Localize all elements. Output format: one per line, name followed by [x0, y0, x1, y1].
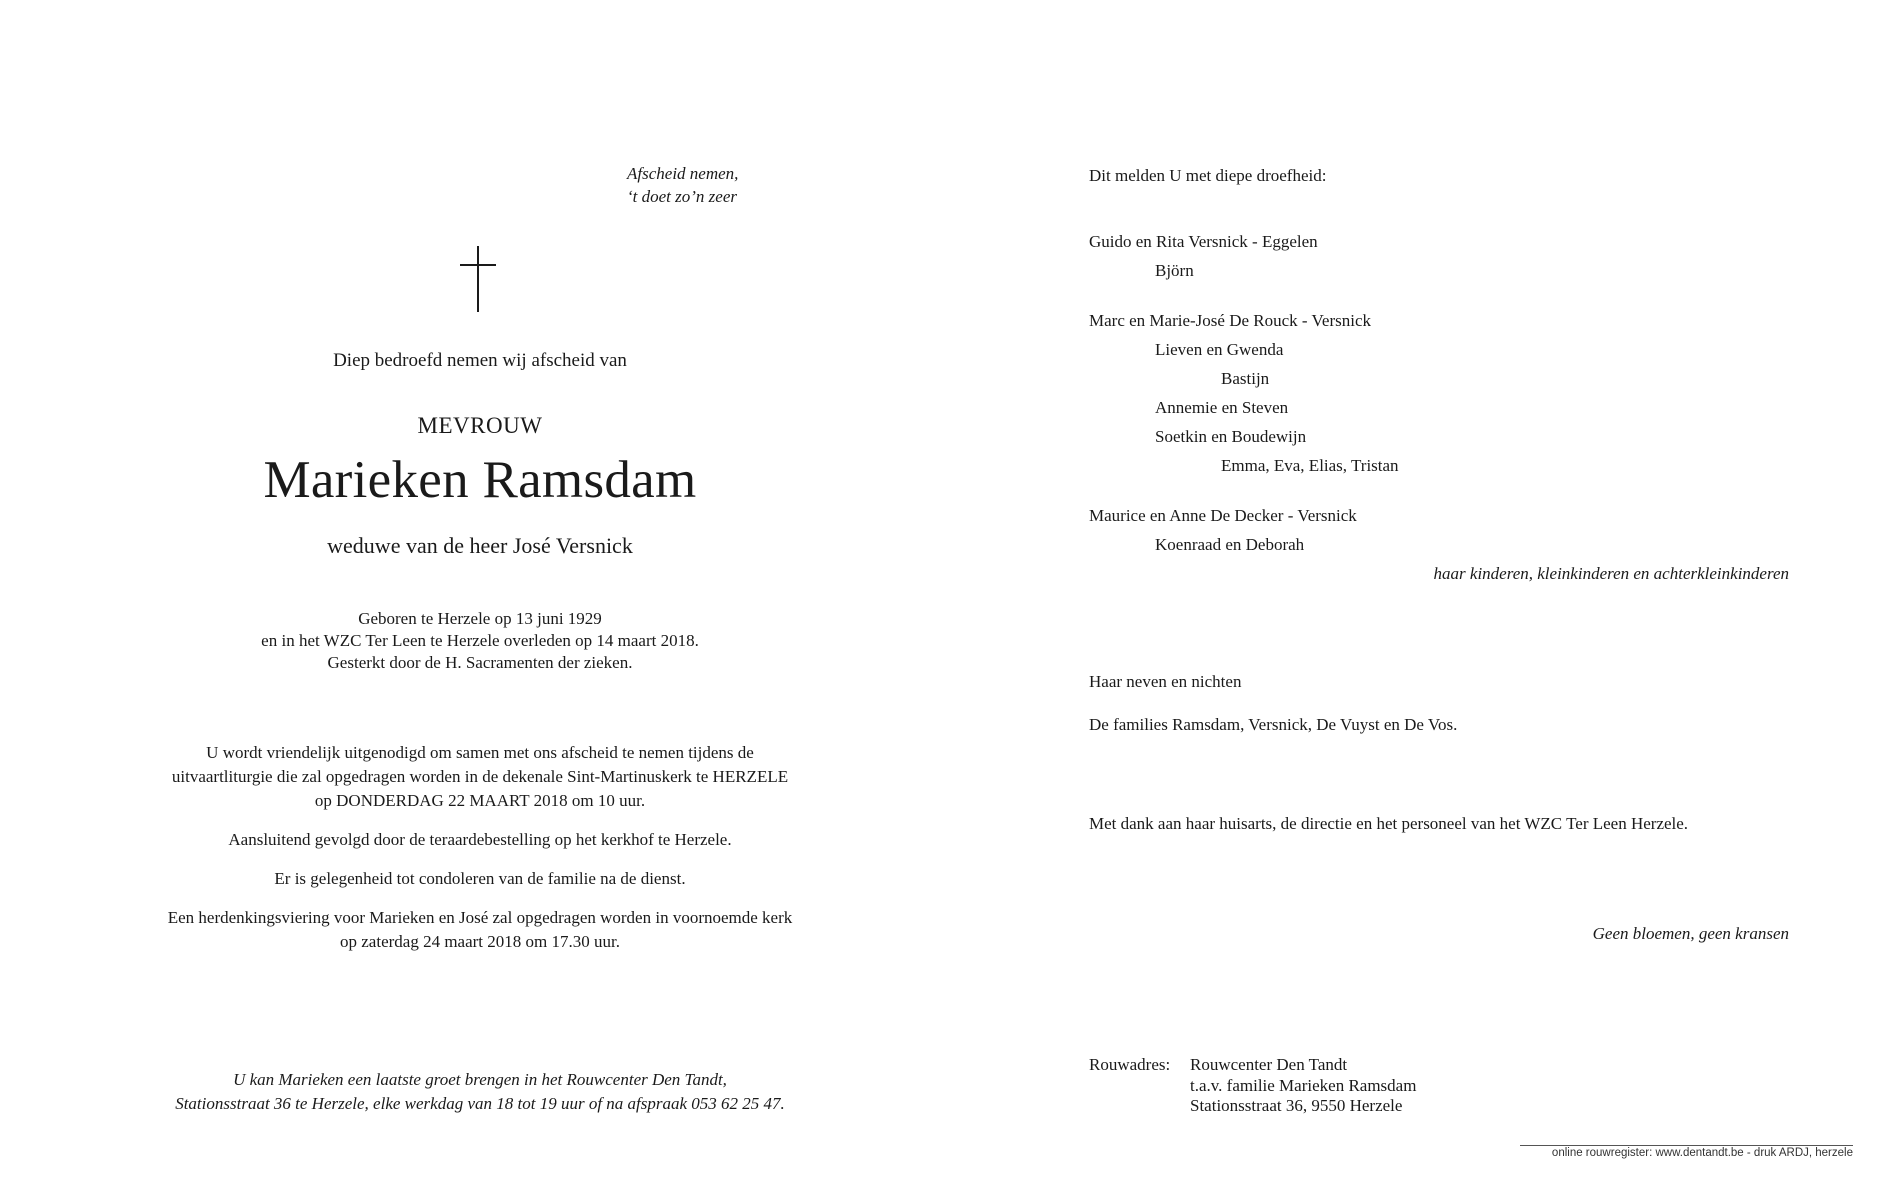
born-line: Geboren te Herzele op 13 juni 1929 [358, 609, 602, 628]
burial-paragraph: Aansluitend gevolgd door de teraardebestelling op het kerkhof te Herzele. [228, 830, 732, 849]
family-member: Emma, Eva, Elias, Tristan [1221, 456, 1399, 475]
family-member: Maurice en Anne De Decker - Versnick [1089, 506, 1357, 525]
family-member: Lieven en Gwenda [1155, 340, 1284, 359]
motto-line-2: ‘t doet zo’n zeer [627, 187, 738, 206]
family-member: Bastijn [1221, 369, 1270, 388]
no-flowers-text: Geen bloemen, geen kransen [1592, 924, 1789, 943]
sacraments-line: Gesterkt door de H. Sacramenten der zieken. [327, 653, 633, 672]
honorific: MEVROUW [417, 413, 543, 438]
invitation-paragraph: U wordt vriendelijk uitgenodigd om samen met ons afscheid te nemen tijdens de uitvaartliturgie die zal opgedragen worden in de dekenale Sint-Martinuskerk te HERZELE op DONDERDAG 22 MAART 2018 om 10 uur. [171, 743, 789, 810]
announce-text: Dit melden U met diepe droefheid: [1089, 166, 1327, 185]
condolence-paragraph: Er is gelegenheid tot condoleren van de familie na de dienst. [274, 869, 686, 888]
cousins-text: Haar neven en nichten [1089, 672, 1242, 691]
deceased-name: Marieken Ramsdam [263, 451, 697, 509]
intro-text: Diep bedroefd nemen wij afscheid van [333, 350, 627, 371]
motto-line-1: Afscheid nemen, [627, 164, 739, 183]
family-member: Soetkin en Boudewijn [1155, 427, 1307, 446]
family-member: Björn [1155, 261, 1194, 280]
footer-divider [1520, 1145, 1853, 1146]
visitation-info: U kan Marieken een laatste groet brengen in het Rouwcenter Den Tandt, Stationsstraat 36 te Herzele, elke werkdag van 18 tot 19 uur of na afspraak 053 62 25 47. [175, 1070, 785, 1113]
died-line: en in het WZC Ter Leen te Herzele overleden op 14 maart 2018. [261, 631, 699, 650]
family-caption: haar kinderen, kleinkinderen en achterkleinkinderen [1433, 564, 1789, 583]
family-member: Annemie en Steven [1155, 398, 1289, 417]
address-label: Rouwadres: [1089, 1055, 1171, 1074]
family-member: Marc en Marie-José De Rouck - Versnick [1089, 311, 1371, 330]
footer-credit: online rouwregister: www.dentandt.be - druk ARDJ, herzele [1551, 1147, 1853, 1159]
widow-line: weduwe van de heer José Versnick [327, 533, 633, 558]
mourning-address: Rouwcenter Den Tandt t.a.v. familie Marieken Ramsdam Stationsstraat 36, 9550 Herzele [1190, 1055, 1417, 1115]
family-member: Guido en Rita Versnick - Eggelen [1089, 232, 1318, 251]
thanks-text: Met dank aan haar huisarts, de directie en het personeel van het WZC Ter Leen Herzele. [1089, 814, 1689, 833]
commemoration-paragraph: Een herdenkingsviering voor Marieken en José zal opgedragen worden in voornoemde kerk op zaterdag 24 maart 2018 om 17.30 uur. [167, 908, 793, 951]
families-text: De families Ramsdam, Versnick, De Vuyst en De Vos. [1089, 715, 1458, 734]
family-member: Koenraad en Deborah [1155, 535, 1305, 554]
